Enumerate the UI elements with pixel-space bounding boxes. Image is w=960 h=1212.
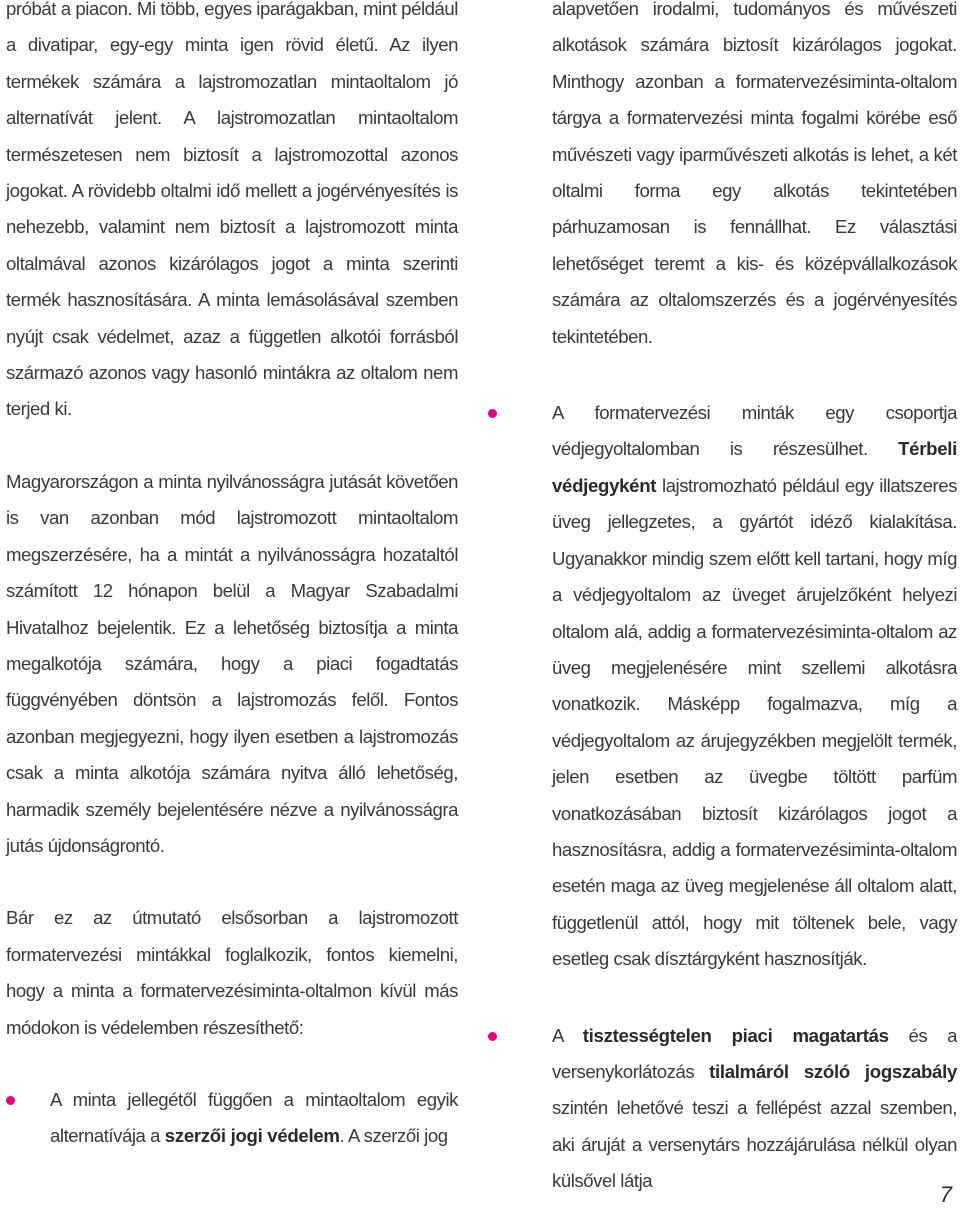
bullet-dot-icon	[488, 1032, 497, 1041]
text-run: A minta jellegétől függően a mintaoltalom egyik alternatívája a	[50, 1088, 458, 1147]
spacer	[552, 978, 957, 1018]
paragraph-other-protection: Bár ez az útmutató elsősorban a lajstromozott formatervezési mintákkal foglalkozik, fontos kiemelni, hogy a minta a formatervezésiminta-oltalmon kívül más módokon is védelemben részesíthető:	[6, 907, 458, 1038]
text-run: A	[552, 1024, 583, 1046]
text-run: . A szerzői jog	[339, 1125, 448, 1147]
spacer	[6, 428, 458, 464]
text-run: és a versenykorlátozás	[552, 1024, 957, 1082]
bullet-copyright-text	[50, 1082, 458, 1155]
text-run: A formatervezési minták egy csoportja védjegyoltalomban is részesülhet.	[552, 402, 957, 460]
right-column	[552, 0, 957, 1200]
spacer	[6, 1046, 458, 1082]
paragraph-intro: próbát a piacon. Mi több, egyes iparágakban, mint például a divatipar, egy-egy minta igen rövid életű. Az ilyen termékek számára a lajstromozatlan mintaoltalom jó alternatívát jelent. A lajstromozatlan mintaoltalom természetesen nem biztosít a lajstromozottal azonos jogokat. A rövidebb oltalmi idő mellett a jogérvényesítés is nehezebb, valamint nem biztosít a lajstromozott minta oltalmával azonos kizárólagos jogot a minta szerinti termék hasznosítására. A minta lemásolásával szemben nyújt csak védelmet, azaz a független alkotói forrásból származó azonos vagy hasonló mintákra az oltalom nem terjed ki.	[6, 0, 458, 420]
page-number: 7	[939, 1182, 952, 1207]
text-run: szintén lehetővé teszi a fellépést azzal szemben, aki áruját a versenytárs hozzájárulása nélkül olyan külsővel látja	[552, 1097, 957, 1192]
paragraph-publication: Magyarországon a minta nyilvánosságra jutását követően is van azonban mód lajstromozott mintaoltalom megszerzésére, ha a mintát a nyilvánosságra hozataltól számított 12 hónapon belül a Magyar Szabadalmi Hivatalhoz bejelentik. Ez a lehetőség biztosítja a minta megalkotója számára, hogy a piaci fogadtatás függvényében döntsön a lajstromozás felől. Fontos azonban megjegyezni, hogy ilyen esetben a lajstromozás csak a minta alkotója számára nyitva álló lehetőség, harmadik személy bejelentésére nézve a nyilvánosságra jutás újdonságrontó.	[6, 470, 458, 856]
bullet-copyright	[6, 1082, 458, 1155]
emphasis-unfair-market: tisztességtelen piaci magatartás	[582, 1024, 889, 1046]
bullet-unfair-competition	[552, 1018, 957, 1200]
bullet-dot-icon	[6, 1096, 15, 1105]
emphasis-trademark: Térbeli védjegyként	[552, 438, 957, 496]
spacer	[6, 864, 458, 900]
emphasis-law: tilalmáról szóló jogszabály	[709, 1060, 958, 1082]
spacer	[552, 355, 957, 395]
bullet-unfair-competition-text	[552, 1018, 957, 1200]
emphasis-copyright: szerzői jogi védelem	[164, 1125, 340, 1147]
text-run: lajstromozható például egy illatszeres üveg jellegzetes, a gyártót idéző kialakítása. Ugyanakkor mindig szem előtt kell tartani, hogy míg a védjegyoltalom az üveget árujelzőként helyezi oltalom alá, addig a formatervezésiminta-oltalom az üveg megjelenésére mint szellemi alkotásra vonatkozik. Másképp fogalmazva, míg a védjegyoltalom az árujegyzékben megjelölt termék, jelen esetben az üvegbe töltött parfüm vonatkozásában biztosít kizárólagos jogot a hasznosításra, addig a formatervezésiminta-oltalom esetén maga az üveg megjelenése áll oltalom alatt, függetlenül attól, hogy mit töltenek bele, vagy esetleg csak dísztárgyként hasznosítják.	[552, 474, 957, 970]
bullet-trademark-text	[552, 395, 957, 978]
bullet-trademark	[552, 395, 957, 978]
bullet-dot-icon	[488, 409, 497, 418]
left-column	[6, 0, 458, 1155]
paragraph-copyright-continued: alapvetően irodalmi, tudományos és művészeti alkotások számára biztosít kizárólagos jogokat. Minthogy azonban a formatervezésiminta-oltalom tárgya a formatervezési minta fogalmi körébe eső művészeti vagy iparművészeti alkotás is lehet, a két oltalmi forma egy alkotás tekintetében párhuzamosan is fennállhat. Ez választási lehetőséget teremt a kis- és középvállalkozások számára az oltalomszerzés és a jogérvényesítés tekintetében.	[552, 0, 957, 347]
